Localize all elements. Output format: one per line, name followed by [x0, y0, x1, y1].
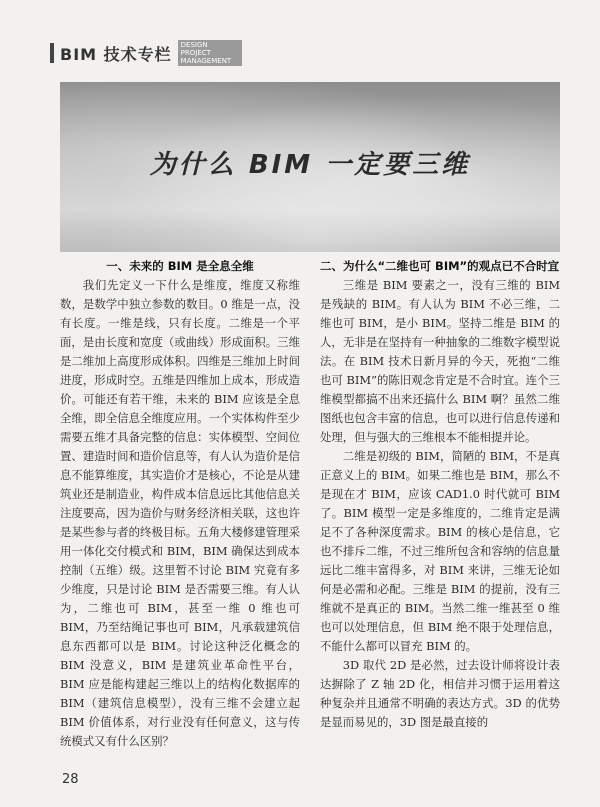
column-header-bar [50, 43, 54, 63]
column-header [50, 40, 242, 66]
section-heading-1: 一、未来的 BIM 是全息全维 [106, 259, 254, 273]
right-paragraph-3: 3D 取代 2D 是必然，过去设计师将设计表达摒除了 Z 轴 2D 化，相信并习惯于运用着这种复杂并且通常不明确的表达方式。3D 的优势是显而易见的，3D 图是最直接的 [320, 658, 560, 729]
article-title: 为什么 BIM 一定要三维 [149, 150, 471, 180]
right-paragraph-1: 三维是 BIM 要素之一，没有三维的 BIM 是残缺的 BIM。有人认为 BIM 不必三维，二维也可 BIM，是小 BIM。坚持二维是 BIM 的人，无非是在坚持有一种抽象的二维数字模型说法。在 BIM 技术日新月异的今天，死抱“二维也可 BIM”的陈旧观念肯定是不合时宜。连个三维模型都搞不出来还搞什么 BIM 啊？虽然二维图纸也包含丰富的信息，也可以进行信息传递和处理，但与强大的三维根本不能相提并论。 [320, 278, 560, 444]
section-heading-2: 二、为什么“二维也可 BIM”的观点已不合时宜 [320, 259, 560, 273]
right-column [320, 256, 560, 732]
left-paragraph: 我们先定义一下什么是维度，维度又称维数，是数学中独立参数的数目。0 维是一点，没有长度。一维是线，只有长度。二维是一个平面，是由长度和宽度（或曲线）形成面积。三维是二维加上高度形成体积。四维是三维加上时间进度，形成时空。五维是四维加上成本，形成造价。可能还有若干维，未来的 BIM 应该是全息全维，即全信息全维度应用。一个实体构件至少需要五维才具备完整的信息：实体模型、空间位置、建造时间和造价信息等，有人认为造价是信息不能算维度，其实造价才是核心，不论是从建筑业还是制造业，构件成本信息远比其他信息关注度要高，因为造价与财务经济相关联，这也许是某些参与者的终极目标。五角大楼修建管理采用一体化交付模式和 BIM，BIM 确保达到成本控制（五维）级。这里暂不讨论 BIM 究竟有多少维度，只是讨论 BIM 是否需要三维。有人认为，二维也可 BIM，甚至一维 0 维也可 BIM，乃至结绳记事也可 BIM，凡承载建筑信息东西都可以是 BIM。讨论这种泛化概念的 BIM 没意义，BIM 是建筑业革命性平台，BIM 应是能构建起三维以上的结构化数据库的 BIM（建筑信息模型），没有三维不会建立起 BIM 价值体系，对行业没有任何意义，这与传统模式又有什么区别？ [60, 278, 300, 748]
column-title: BIM 技术专栏 [60, 44, 172, 64]
title-banner [60, 82, 560, 252]
left-column [60, 256, 300, 751]
column-english-label: DESIGN PROJECT MANAGEMENT [178, 40, 242, 66]
right-paragraph-2: 二维是初级的 BIM，简陋的 BIM，不是真正意义上的 BIM。如果二维也是 BIM，那么不是现在才 BIM，应该 CAD1.0 时代就可 BIM 了。BIM 模型一定是多维度的，二维肯定是满足不了各种深度需求。BIM 的核心是信息，它也不排斥二维，不过三维所包含和容纳的信息量远比二维丰富得多，对 BIM 来讲，三维无论如何是必需和必配。三维是 BIM 的提前，没有三维就不是真正的 BIM。当然二维一维甚至 0 维也可以处理信息，但 BIM 绝不限于处理信息，不能什么都可以冒充 BIM 的。 [320, 449, 560, 653]
page-number: 28 [62, 772, 79, 787]
